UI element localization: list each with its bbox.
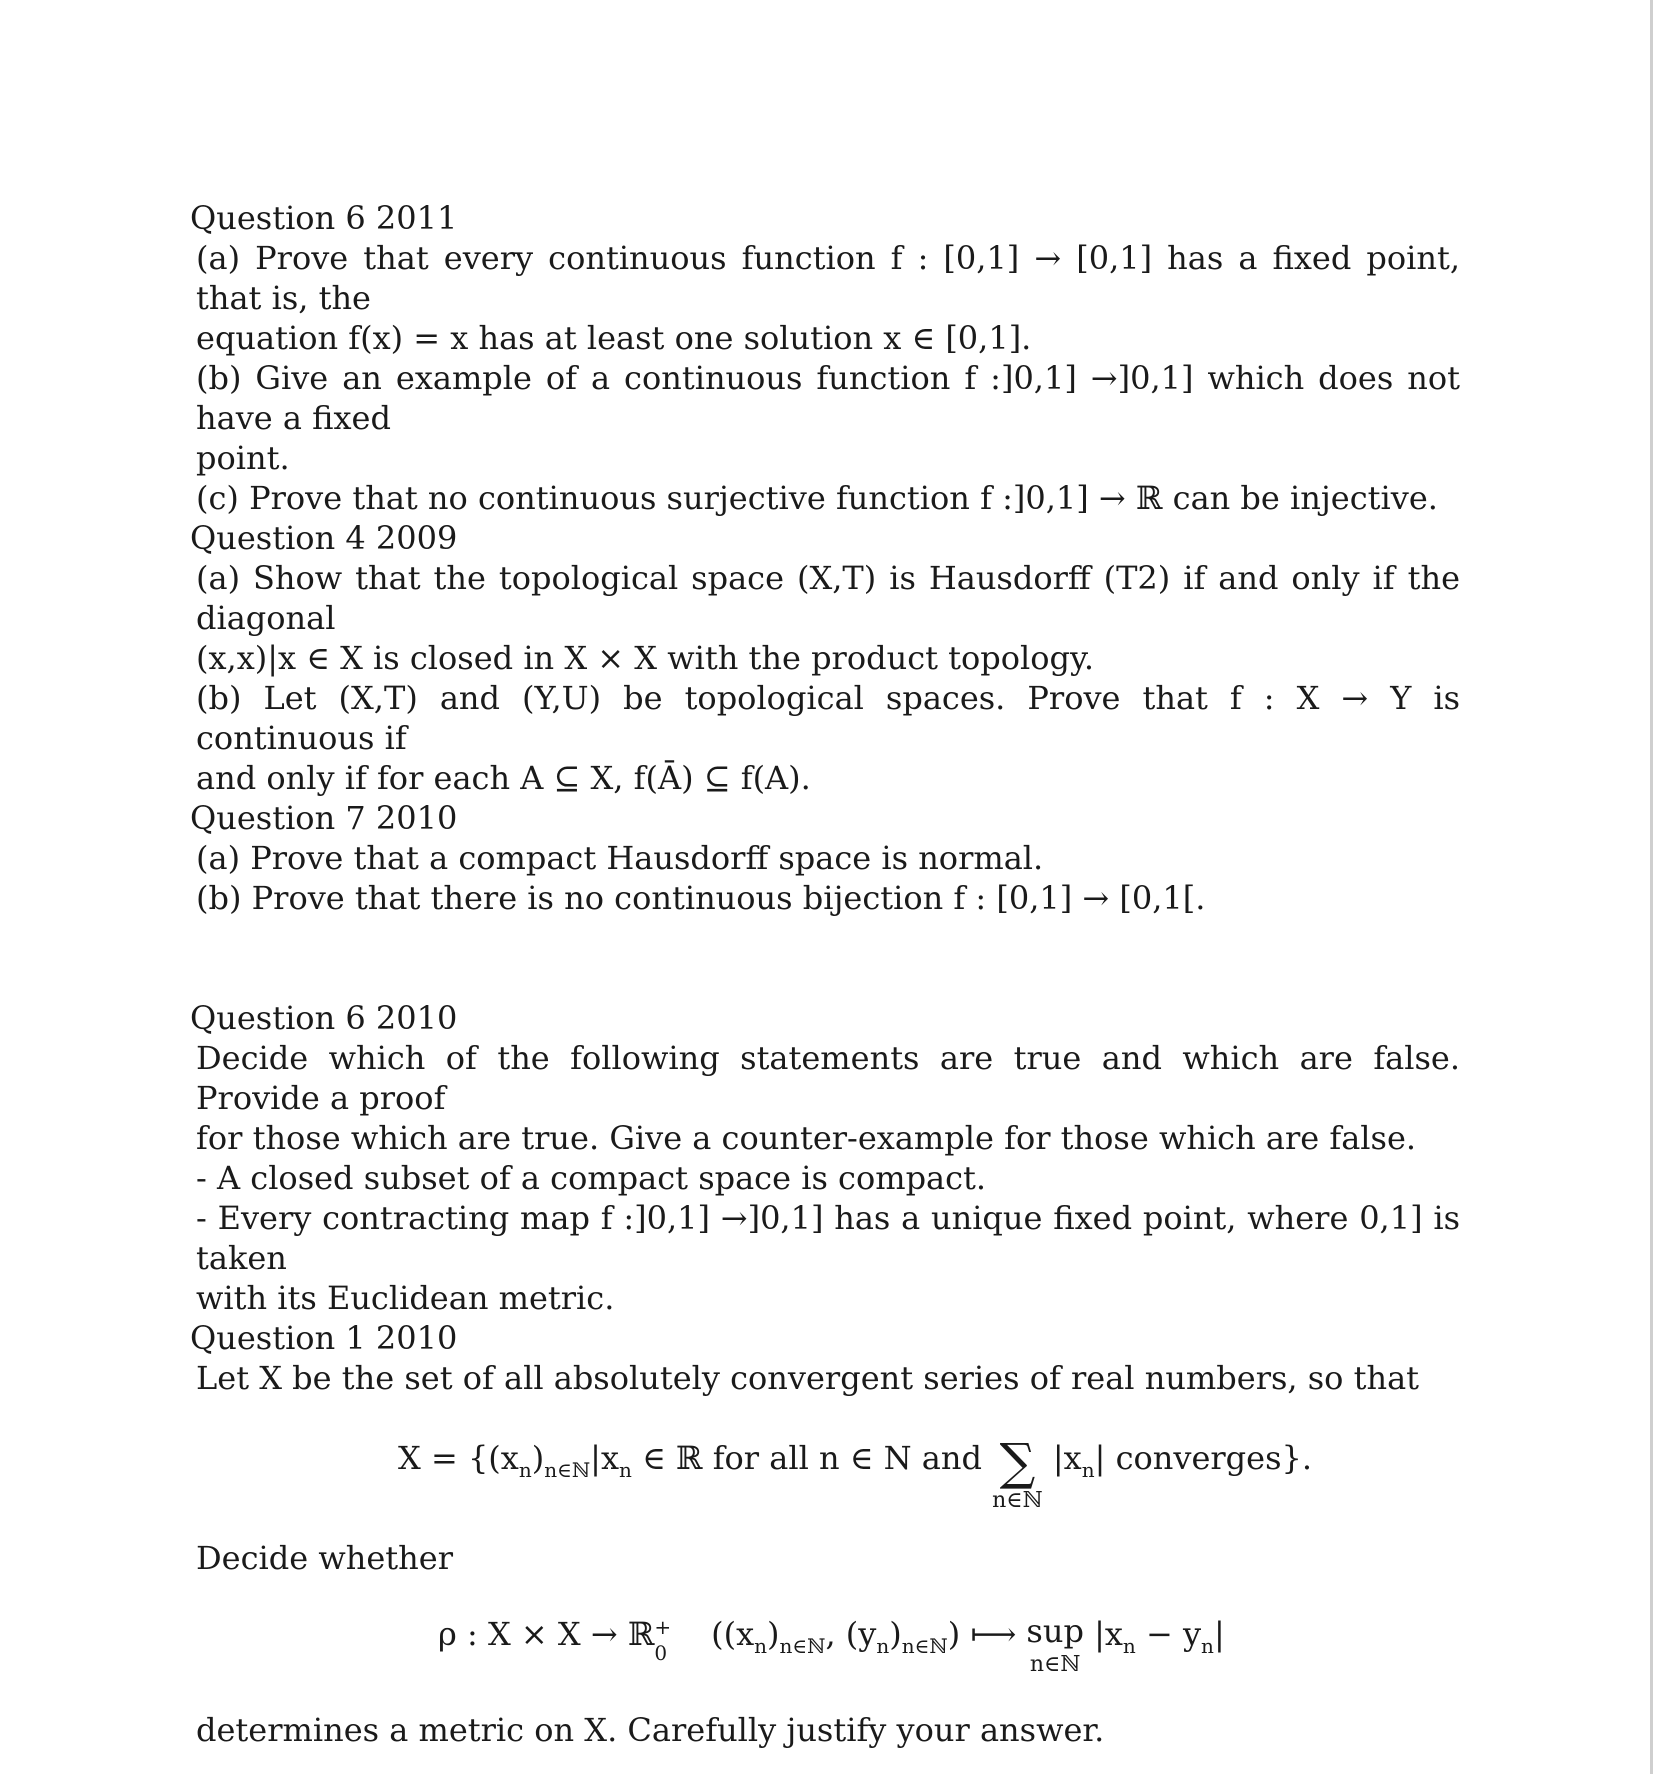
eq2-script: [654, 1615, 672, 1665]
statement-2-line-1: - Every contracting map f :]0,1] →]0,1] has a unique fixed point, where 0,1] is taken: [196, 1199, 1460, 1277]
sup-word: sup: [1026, 1612, 1084, 1650]
eq2-sub-n-4: n: [1201, 1634, 1214, 1658]
eq2-comma-y: , (y: [825, 1615, 877, 1653]
part-b-line-2: point.: [196, 439, 290, 477]
eq2-sub-index: n∈ℕ: [779, 1634, 826, 1658]
question-title: Question 1 2010: [190, 1319, 458, 1357]
eq1-middle-text: ∈ ℝ for all n ∈ N and: [631, 1439, 993, 1477]
sigma-glyph: ∑: [999, 1433, 1036, 1491]
eq2-sub-index-2: n∈ℕ: [901, 1634, 948, 1658]
eq1-abs-x: |x: [1042, 1439, 1082, 1477]
question-4-2009: [190, 518, 1460, 798]
part-a-line-2: equation f(x) = x has at least one solution x ∈ [0,1].: [196, 319, 1032, 357]
sup-index: n∈ℕ: [1029, 1652, 1081, 1677]
eq1-left: X = {(x: [398, 1439, 519, 1477]
eq2-end: |: [1213, 1615, 1225, 1653]
question-title: Question 6 2010: [190, 999, 458, 1037]
statement-1: - A closed subset of a compact space is compact.: [196, 1159, 987, 1197]
question-title: Question 6 2011: [190, 199, 458, 237]
eq2-abs-x: |x: [1083, 1615, 1123, 1653]
eq1-sub-index: n∈ℕ: [544, 1458, 591, 1482]
eq2-paren: ): [767, 1615, 780, 1653]
part-b-line-1: (b) Let (X,T) and (Y,U) be topological spaces. Prove that f : X → Y is continuous if: [196, 679, 1460, 757]
question-6-2010: [190, 998, 1460, 1318]
eq1-paren: ): [531, 1439, 545, 1477]
eq1-bar-x: |x: [590, 1439, 619, 1477]
question-1-2010-conclusion: [190, 1710, 1460, 1750]
eq2-minus-y: − y: [1135, 1615, 1202, 1653]
eq1-sub-n-2: n: [619, 1458, 632, 1482]
statement-2-line-2: with its Euclidean metric.: [196, 1279, 615, 1317]
question-1-2010: [190, 1318, 1460, 1398]
question-title: Question 4 2009: [190, 519, 458, 557]
eq2-superscript: +: [654, 1615, 672, 1639]
body-line-2: for those which are true. Give a counter-example for those which are false.: [196, 1119, 1417, 1157]
eq2-mapsto: ) ⟼: [947, 1615, 1027, 1653]
eq2-subscript-zero: 0: [654, 1641, 668, 1665]
part-a-line-2: (x,x)|x ∈ X is closed in X × X with the product topology.: [196, 639, 1095, 677]
part-a-line-1: (a) Prove that every continuous function f : [0,1] → [0,1] has a fixed point, that is, the: [196, 239, 1460, 317]
question-title: Question 7 2010: [190, 799, 458, 837]
question-6-2011: [190, 198, 1460, 518]
eq2-left: ρ : X × X → ℝ: [438, 1615, 655, 1653]
question-1-2010-continued: [190, 1538, 1460, 1578]
question-7-2010: [190, 798, 1460, 918]
eq1-end: | converges}.: [1094, 1439, 1313, 1477]
part-b-line-2: and only if for each A ⊆ X, f(Ā) ⊆ f(A).: [196, 759, 811, 797]
eq2-sub-n: n: [754, 1634, 767, 1658]
eq2-paren-2: ): [889, 1615, 902, 1653]
part-a-line-1: (a) Show that the topological space (X,T) is Hausdorff (T2) if and only if the diagonal: [196, 559, 1460, 637]
eq2-sub-n-3: n: [1122, 1634, 1136, 1658]
body-line-1: Let X be the set of all absolutely convergent series of real numbers, so that: [196, 1359, 1420, 1397]
part-a-line-1: (a) Prove that a compact Hausdorff space is normal.: [196, 839, 1044, 877]
eq1-sub-n: n: [518, 1458, 532, 1482]
part-c-line-1: (c) Prove that no continuous surjective function f :]0,1] → ℝ can be injective.: [196, 479, 1438, 517]
metric-definition-equation: [438, 1614, 1225, 1682]
part-b-line-1: (b) Give an example of a continuous function f :]0,1] →]0,1] which does not have a fixed: [196, 359, 1460, 437]
sum-index: n∈ℕ: [992, 1488, 1043, 1513]
summation-symbol: [992, 1433, 1043, 1516]
eq2-sub-n-2: n: [876, 1634, 890, 1658]
part-b-line-1: (b) Prove that there is no continuous bijection f : [0,1] → [0,1[.: [196, 879, 1206, 917]
body-line-2: Decide whether: [196, 1539, 453, 1577]
eq2-open: ((x: [670, 1615, 755, 1653]
eq1-sub-n-3: n: [1081, 1458, 1095, 1482]
supremum-operator: [1026, 1614, 1084, 1682]
body-line-3: determines a metric on X. Carefully justify your answer.: [196, 1711, 1105, 1749]
set-definition-equation: [398, 1433, 1313, 1516]
body-line-1: Decide which of the following statements are true and which are false. Provide a proof: [196, 1039, 1460, 1117]
